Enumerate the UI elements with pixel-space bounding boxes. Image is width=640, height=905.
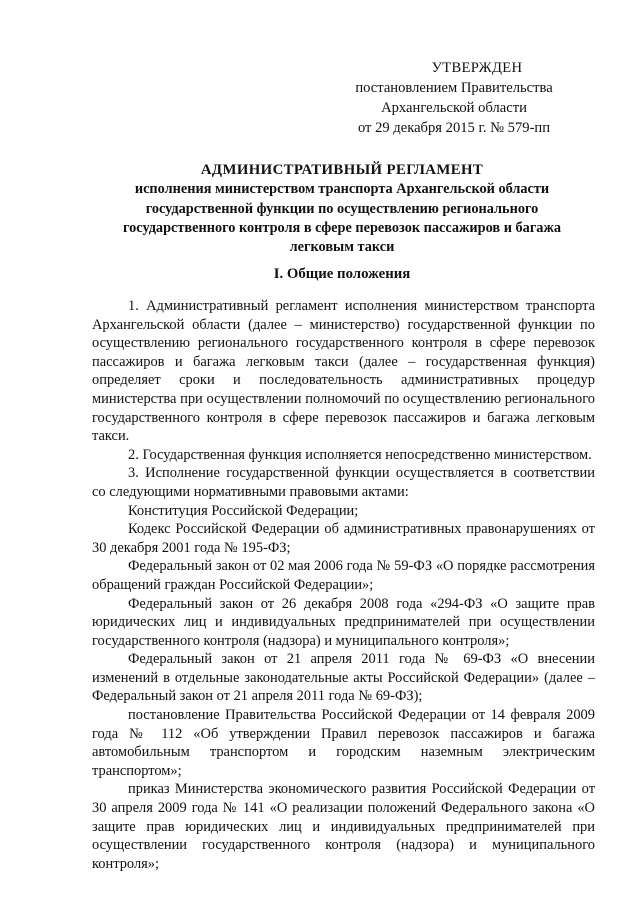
approval-heading: УТВЕРЖДЕН: [431, 60, 523, 76]
paragraph: постановление Правительства Российской Федерации от 14 февраля 2009 года № 112 «Об утверждении Правил перевозок пассажиров и багажа автомобильным транспортом и городским наземным электрическим транспортом»;: [92, 707, 595, 779]
paragraph: Конституция Российской Федерации;: [128, 502, 359, 519]
paragraph: Федеральный закон от 02 мая 2006 года № 59-ФЗ «О порядке рассмотрения обращений граждан Российской Федерации»;: [92, 558, 595, 593]
approval-stamp-block: [304, 58, 604, 138]
document-title-block: [92, 161, 592, 257]
document-subtitle: исполнения министерством транспорта Архангельской области государственной функции по осуществлению регионального государственного контроля в сфере перевозок пассажиров и багажа легковым такси: [123, 181, 561, 256]
paragraph: 2. Государственная функция исполняется непосредственно министерством.: [128, 446, 592, 463]
approval-line-resolution: постановлением Правительства: [355, 80, 553, 96]
document-title: АДМИНИСТРАТИВНЫЙ РЕГЛАМЕНТ: [200, 162, 484, 178]
document-body: [92, 297, 595, 873]
paragraph: приказ Министерства экономического развития Российской Федерации от 30 апреля 2009 года № 141 «О реализации положений Федерального закона «О защите прав юридических лиц и индивидуальных предпринимателей при осуществлении государственного контроля (надзора) и муниципального контроля»;: [92, 781, 595, 872]
paragraph: 3. Исполнение государственной функции осуществляется в соответствии со следующими нормативными правовыми актами:: [92, 465, 595, 500]
paragraph: Кодекс Российской Федерации об административных правонарушениях от 30 декабря 2001 года № 195-ФЗ;: [92, 521, 595, 556]
paragraph: Федеральный закон от 26 декабря 2008 года «294-ФЗ «О защите прав юридических лиц и индивидуальных предпринимателей при осуществлении государственного контроля (надзора) и муниципального контроля»;: [92, 595, 595, 649]
section-heading: I. Общие положения: [273, 266, 411, 282]
approval-line-region: Архангельской области: [381, 100, 527, 116]
approval-line-date: от 29 декабря 2015 г. № 579-пп: [357, 120, 551, 136]
paragraph: 1. Административный регламент исполнения министерством транспорта Архангельской области (далее – министерство) государственной функции по осуществлению регионального государственного контроля в сфере перевозок пассажиров и багажа легковым такси (далее – государственная функция) определяет сроки и последовательность административных процедур министерства при осуществлении полномочий по осуществлению регионального государственного контроля в сфере перевозок пассажиров и багажа легковым такси.: [92, 298, 595, 445]
paragraph: Федеральный закон от 21 апреля 2011 года № 69-ФЗ «О внесении изменений в отдельные законодательные акты Российской Федерации» (далее – Федеральный закон от 21 апреля 2011 года № 69-ФЗ);: [92, 651, 595, 705]
